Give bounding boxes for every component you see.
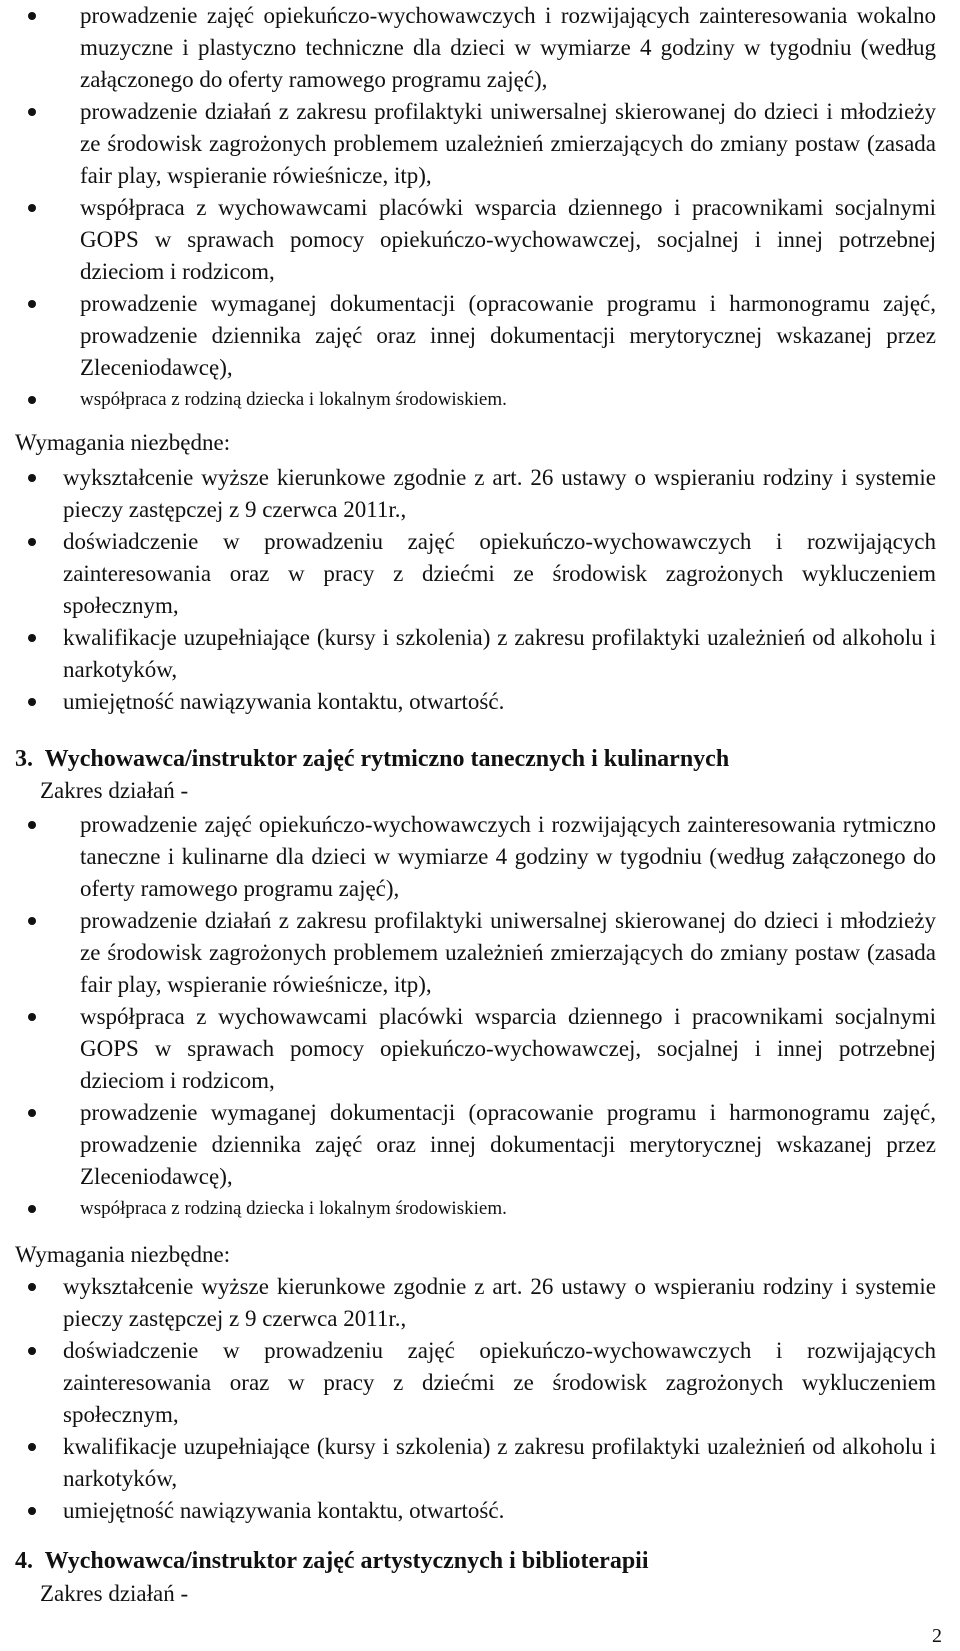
list-item: współpraca z wychowawcami placówki wsparcia dziennego i pracownikami socjalnymi GOPS w sprawach pomocy opiekuńczo-wychowawczej, socjalnej i innej potrzebnej dzieciom i rodzicom, [0, 1001, 960, 1097]
list-item: prowadzenie zajęć opiekuńczo-wychowawczych i rozwijających zainteresowania rytmiczno taneczne i kulinarne dla dzieci w wymiarze 4 godziny w tygodniu (według załączonego do oferty ramowego programu zajęć), [0, 809, 960, 905]
list-item: współpraca z rodziną dziecka i lokalnym środowiskiem. [0, 1193, 960, 1225]
bullet-icon [28, 698, 36, 706]
list-item: kwalifikacje uzupełniające (kursy i szkolenia) z zakresu profilaktyki uzależnień od alkoholu i narkotyków, [0, 622, 960, 686]
list-item: wykształcenie wyższe kierunkowe zgodnie z art. 26 ustawy o wspieraniu rodziny i systemie pieczy zastępczej z 9 czerwca 2011r., [0, 1271, 960, 1335]
bullet-icon [28, 1013, 36, 1021]
requirements-label: Wymagania niezbędne: [15, 1242, 231, 1267]
bullet-icon [28, 1443, 36, 1451]
bullet-icon [28, 634, 36, 642]
bullet-icon [28, 108, 36, 116]
section2-activities [0, 0, 960, 416]
section3-requirements [0, 1271, 960, 1527]
list-item: prowadzenie działań z zakresu profilaktyki uniwersalnej skierowanej do dzieci i młodzieży ze środowisk zagrożonych problemem uzależnień zmierzających do zmiany postaw (zasada fair play, wspieranie rówieśnicze, itp), [0, 905, 960, 1001]
list-item: prowadzenie zajęć opiekuńczo-wychowawczych i rozwijających zainteresowania wokalno muzyczne i plastyczno techniczne dla dzieci w wymiarze 4 godziny w tygodniu (według załączonego do oferty ramowego programu zajęć), [0, 0, 960, 96]
bullet-icon [28, 1507, 36, 1515]
bullet-icon [28, 300, 36, 308]
bullet-icon [28, 474, 36, 482]
bullet-icon [28, 821, 36, 829]
bullet-icon [28, 12, 36, 20]
bullet-icon [28, 396, 36, 404]
section-title-text: Wychowawca/instruktor zajęć rytmiczno tanecznych i kulinarnych [44, 746, 730, 772]
requirements-label: Wymagania niezbędne: [15, 430, 231, 455]
bullet-icon [28, 1205, 36, 1213]
list-item: doświadczenie w prowadzeniu zajęć opiekuńczo-wychowawczych i rozwijających zainteresowania oraz w pracy z dziećmi ze środowisk zagrożonych wykluczeniem społecznym, [0, 526, 960, 622]
section2-requirements [0, 462, 960, 718]
section-number: 4. [15, 1548, 33, 1574]
list-item: prowadzenie wymaganej dokumentacji (opracowanie programu i harmonogramu zajęć, prowadzenie dziennika zajęć oraz innej dokumentacji merytorycznej wskazanej przez Zleceniodawcę), [0, 288, 960, 384]
list-item: współpraca z wychowawcami placówki wsparcia dziennego i pracownikami socjalnymi GOPS w sprawach pomocy opiekuńczo-wychowawczej, socjalnej i innej potrzebnej dzieciom i rodzicom, [0, 192, 960, 288]
bullet-icon [28, 1109, 36, 1117]
list-item: prowadzenie wymaganej dokumentacji (opracowanie programu i harmonogramu zajęć, prowadzenie dziennika zajęć oraz innej dokumentacji merytorycznej wskazanej przez Zleceniodawcę), [0, 1097, 960, 1193]
list-item: doświadczenie w prowadzeniu zajęć opiekuńczo-wychowawczych i rozwijających zainteresowania oraz w pracy z dziećmi ze środowisk zagrożonych wykluczeniem społecznym, [0, 1335, 960, 1431]
section3-activities [0, 809, 960, 1225]
list-item: umiejętność nawiązywania kontaktu, otwartość. [0, 686, 960, 718]
bullet-icon [28, 538, 36, 546]
scope-label: Zakres działań - [40, 778, 189, 803]
section-number: 3. [15, 746, 33, 772]
scope-label: Zakres działań - [40, 1581, 189, 1606]
section-title-text: Wychowawca/instruktor zajęć artystycznych i biblioterapii [44, 1548, 649, 1574]
bullet-icon [28, 204, 36, 212]
bullet-icon [28, 1347, 36, 1355]
page-number: 2 [932, 1625, 942, 1647]
bullet-icon [28, 917, 36, 925]
section-4-title [15, 1545, 649, 1577]
list-item: wykształcenie wyższe kierunkowe zgodnie z art. 26 ustawy o wspieraniu rodziny i systemie pieczy zastępczej z 9 czerwca 2011r., [0, 462, 960, 526]
bullet-icon [28, 1283, 36, 1291]
list-item: prowadzenie działań z zakresu profilaktyki uniwersalnej skierowanej do dzieci i młodzieży ze środowisk zagrożonych problemem uzależnień zmierzających do zmiany postaw (zasada fair play, wspieranie rówieśnicze, itp), [0, 96, 960, 192]
list-item: kwalifikacje uzupełniające (kursy i szkolenia) z zakresu profilaktyki uzależnień od alkoholu i narkotyków, [0, 1431, 960, 1495]
section-3-title [15, 743, 729, 775]
list-item: współpraca z rodziną dziecka i lokalnym środowiskiem. [0, 384, 960, 416]
list-item: umiejętność nawiązywania kontaktu, otwartość. [0, 1495, 960, 1527]
